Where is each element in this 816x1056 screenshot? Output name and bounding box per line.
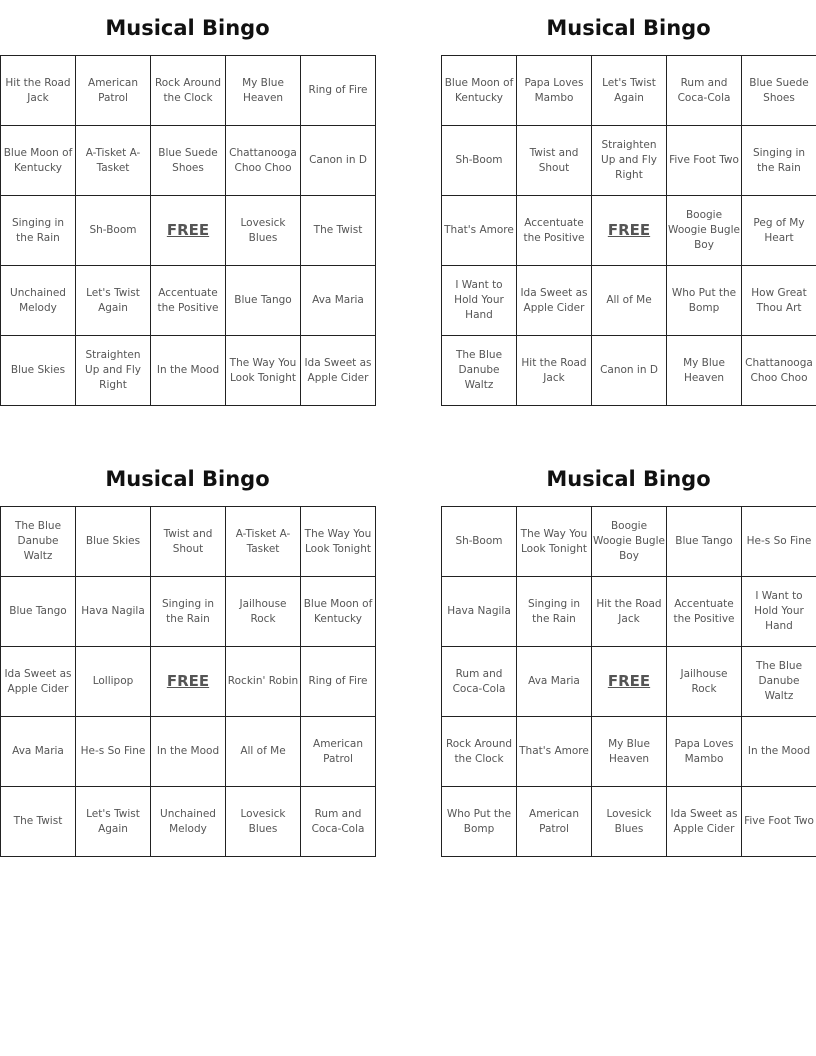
bingo-cell: Blue Moon of Kentucky bbox=[1, 126, 76, 196]
bingo-cell: Lovesick Blues bbox=[226, 787, 301, 857]
bingo-cell: Ava Maria bbox=[517, 647, 592, 717]
bingo-cell: He-s So Fine bbox=[742, 507, 816, 577]
bingo-row bbox=[1, 126, 376, 196]
bingo-row bbox=[442, 266, 816, 336]
bingo-cell: Chattanooga Choo Choo bbox=[742, 336, 816, 406]
bingo-cell: Blue Skies bbox=[1, 336, 76, 406]
bingo-row bbox=[442, 336, 816, 406]
bingo-row bbox=[1, 717, 376, 787]
bingo-cell: Five Foot Two bbox=[667, 126, 742, 196]
bingo-cell: Singing in the Rain bbox=[1, 196, 76, 266]
bingo-cell: That's Amore bbox=[517, 717, 592, 787]
bingo-cell: The Twist bbox=[301, 196, 376, 266]
bingo-card bbox=[0, 451, 375, 857]
bingo-cell: Let's Twist Again bbox=[592, 56, 667, 126]
bingo-cell: Ring of Fire bbox=[301, 647, 376, 717]
bingo-cell: Chattanooga Choo Choo bbox=[226, 126, 301, 196]
card-title: Musical Bingo bbox=[546, 467, 711, 491]
bingo-cell: A-Tisket A-Tasket bbox=[226, 507, 301, 577]
bingo-cell: Sh-Boom bbox=[76, 196, 151, 266]
bingo-cell: Jailhouse Rock bbox=[667, 647, 742, 717]
bingo-row bbox=[1, 196, 376, 266]
bingo-grid bbox=[441, 55, 816, 406]
bingo-cell: In the Mood bbox=[151, 336, 226, 406]
bingo-row bbox=[1, 266, 376, 336]
bingo-grid bbox=[0, 55, 376, 406]
bingo-cell: Straighten Up and Fly Right bbox=[592, 126, 667, 196]
bingo-cell: Ring of Fire bbox=[301, 56, 376, 126]
bingo-cell: Boogie Woogie Bugle Boy bbox=[667, 196, 742, 266]
bingo-cell: Singing in the Rain bbox=[517, 577, 592, 647]
bingo-cell: Hit the Road Jack bbox=[592, 577, 667, 647]
bingo-cell: That's Amore bbox=[442, 196, 517, 266]
bingo-row bbox=[442, 717, 816, 787]
bingo-cell: Unchained Melody bbox=[151, 787, 226, 857]
bingo-cell: Hava Nagila bbox=[76, 577, 151, 647]
bingo-cell: All of Me bbox=[592, 266, 667, 336]
bingo-cell: Let's Twist Again bbox=[76, 266, 151, 336]
bingo-cell: Sh-Boom bbox=[442, 507, 517, 577]
bingo-cell: Unchained Melody bbox=[1, 266, 76, 336]
bingo-cell: Canon in D bbox=[301, 126, 376, 196]
bingo-cell: The Way You Look Tonight bbox=[226, 336, 301, 406]
bingo-cell: Boogie Woogie Bugle Boy bbox=[592, 507, 667, 577]
bingo-cell: In the Mood bbox=[742, 717, 816, 787]
bingo-cell: Sh-Boom bbox=[442, 126, 517, 196]
bingo-cell: Singing in the Rain bbox=[742, 126, 816, 196]
bingo-cell: Rock Around the Clock bbox=[442, 717, 517, 787]
bingo-cell: Rockin' Robin bbox=[226, 647, 301, 717]
bingo-row bbox=[442, 56, 816, 126]
bingo-cell: Lovesick Blues bbox=[592, 787, 667, 857]
bingo-cell: Rum and Coca-Cola bbox=[301, 787, 376, 857]
card-title: Musical Bingo bbox=[546, 16, 711, 40]
card-title: Musical Bingo bbox=[105, 16, 270, 40]
bingo-cell: American Patrol bbox=[76, 56, 151, 126]
bingo-cell: Blue Suede Shoes bbox=[151, 126, 226, 196]
bingo-row bbox=[1, 787, 376, 857]
bingo-card bbox=[0, 0, 375, 406]
bingo-row bbox=[1, 507, 376, 577]
bingo-cell: Blue Skies bbox=[76, 507, 151, 577]
bingo-cell: American Patrol bbox=[301, 717, 376, 787]
bingo-row bbox=[442, 507, 816, 577]
bingo-cell: Ida Sweet as Apple Cider bbox=[301, 336, 376, 406]
bingo-cell: Ava Maria bbox=[1, 717, 76, 787]
bingo-card bbox=[441, 451, 816, 857]
bingo-cell: He-s So Fine bbox=[76, 717, 151, 787]
bingo-cell: Who Put the Bomp bbox=[442, 787, 517, 857]
bingo-cell: Rum and Coca-Cola bbox=[667, 56, 742, 126]
bingo-cell: Peg of My Heart bbox=[742, 196, 816, 266]
bingo-cell: My Blue Heaven bbox=[226, 56, 301, 126]
bingo-cell: How Great Thou Art bbox=[742, 266, 816, 336]
bingo-cell: Five Foot Two bbox=[742, 787, 816, 857]
bingo-cell: The Way You Look Tonight bbox=[517, 507, 592, 577]
bingo-cell: Rock Around the Clock bbox=[151, 56, 226, 126]
bingo-cell: Twist and Shout bbox=[517, 126, 592, 196]
bingo-cell: Blue Moon of Kentucky bbox=[442, 56, 517, 126]
bingo-cell: Lollipop bbox=[76, 647, 151, 717]
card-title: Musical Bingo bbox=[105, 467, 270, 491]
free-space: FREE bbox=[592, 196, 667, 266]
bingo-cell: Ida Sweet as Apple Cider bbox=[517, 266, 592, 336]
free-space: FREE bbox=[592, 647, 667, 717]
bingo-row bbox=[1, 336, 376, 406]
bingo-cell: Blue Suede Shoes bbox=[742, 56, 816, 126]
bingo-row bbox=[442, 126, 816, 196]
bingo-cell: Accentuate the Positive bbox=[667, 577, 742, 647]
bingo-grid bbox=[441, 506, 816, 857]
bingo-row bbox=[1, 56, 376, 126]
bingo-cell: Ida Sweet as Apple Cider bbox=[1, 647, 76, 717]
bingo-cell: The Twist bbox=[1, 787, 76, 857]
bingo-row bbox=[442, 787, 816, 857]
bingo-cell: The Blue Danube Waltz bbox=[442, 336, 517, 406]
bingo-cell: Ava Maria bbox=[301, 266, 376, 336]
bingo-cell: Blue Moon of Kentucky bbox=[301, 577, 376, 647]
bingo-cell: Accentuate the Positive bbox=[151, 266, 226, 336]
bingo-cell: Rum and Coca-Cola bbox=[442, 647, 517, 717]
bingo-cell: Twist and Shout bbox=[151, 507, 226, 577]
bingo-cell: All of Me bbox=[226, 717, 301, 787]
bingo-cell: The Blue Danube Waltz bbox=[742, 647, 816, 717]
bingo-card bbox=[441, 0, 816, 406]
bingo-cell: Hava Nagila bbox=[442, 577, 517, 647]
bingo-cell: Straighten Up and Fly Right bbox=[76, 336, 151, 406]
bingo-cell: Hit the Road Jack bbox=[517, 336, 592, 406]
bingo-row bbox=[442, 577, 816, 647]
bingo-grid bbox=[0, 506, 376, 857]
bingo-row bbox=[442, 647, 816, 717]
free-space: FREE bbox=[151, 647, 226, 717]
bingo-row bbox=[442, 196, 816, 266]
bingo-cell: In the Mood bbox=[151, 717, 226, 787]
bingo-cell: Let's Twist Again bbox=[76, 787, 151, 857]
bingo-cell: The Blue Danube Waltz bbox=[1, 507, 76, 577]
free-space: FREE bbox=[151, 196, 226, 266]
bingo-cell: Canon in D bbox=[592, 336, 667, 406]
bingo-cell: My Blue Heaven bbox=[592, 717, 667, 787]
bingo-cell: I Want to Hold Your Hand bbox=[442, 266, 517, 336]
bingo-cell: Ida Sweet as Apple Cider bbox=[667, 787, 742, 857]
bingo-cell: Lovesick Blues bbox=[226, 196, 301, 266]
bingo-cell: I Want to Hold Your Hand bbox=[742, 577, 816, 647]
bingo-cell: Blue Tango bbox=[667, 507, 742, 577]
bingo-cell: American Patrol bbox=[517, 787, 592, 857]
bingo-cell: Papa Loves Mambo bbox=[667, 717, 742, 787]
bingo-cell: Accentuate the Positive bbox=[517, 196, 592, 266]
bingo-cell: The Way You Look Tonight bbox=[301, 507, 376, 577]
bingo-cell: Hit the Road Jack bbox=[1, 56, 76, 126]
bingo-row bbox=[1, 577, 376, 647]
bingo-cell: Papa Loves Mambo bbox=[517, 56, 592, 126]
bingo-row bbox=[1, 647, 376, 717]
bingo-cell: Jailhouse Rock bbox=[226, 577, 301, 647]
bingo-cell: Who Put the Bomp bbox=[667, 266, 742, 336]
bingo-cell: Blue Tango bbox=[226, 266, 301, 336]
bingo-cell: A-Tisket A-Tasket bbox=[76, 126, 151, 196]
bingo-cell: My Blue Heaven bbox=[667, 336, 742, 406]
bingo-cell: Blue Tango bbox=[1, 577, 76, 647]
bingo-cell: Singing in the Rain bbox=[151, 577, 226, 647]
